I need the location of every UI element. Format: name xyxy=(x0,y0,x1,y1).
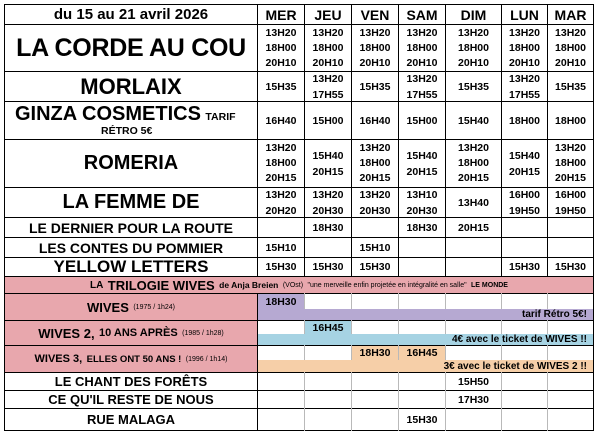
showtime-cell xyxy=(305,218,351,237)
showtime-cell xyxy=(446,238,501,257)
showtime-cell xyxy=(399,218,445,237)
showtime-cell xyxy=(446,258,501,276)
showtime: 13H20 xyxy=(509,72,540,85)
showtime: 20H10 xyxy=(458,57,489,69)
showtime: 13H20 xyxy=(312,72,344,85)
showtime-cell xyxy=(258,188,304,217)
showtime-cell xyxy=(258,72,304,101)
showtime: 20H15 xyxy=(265,172,297,184)
showtime: 19H50 xyxy=(509,204,540,217)
showtime-cell xyxy=(352,218,398,237)
showtime-cell xyxy=(548,72,593,101)
showtime: 16H45 xyxy=(305,321,351,334)
showtime: 15H30 xyxy=(555,261,586,273)
press-quote: "une merveille enfin projetée en intégralité en salle" xyxy=(307,281,467,289)
showtime-cell xyxy=(399,188,445,217)
showtime: 18H00 xyxy=(265,157,297,169)
showtime-cell xyxy=(446,391,501,408)
showtime-cell xyxy=(305,25,351,71)
showtime-cell xyxy=(258,391,304,408)
showtime: 15H35 xyxy=(555,80,586,93)
showtime: 17H55 xyxy=(312,88,344,101)
showtime: 15H40 xyxy=(509,149,540,162)
showtime: 18H00 xyxy=(555,114,586,127)
film-title: LE CHANT DES FORÊTS xyxy=(54,374,208,389)
showtime-cell xyxy=(446,409,501,430)
showtime-cell xyxy=(352,391,398,408)
showtime: 15H35 xyxy=(265,80,297,93)
showtime-cell xyxy=(446,373,501,390)
showtime-cell xyxy=(446,218,501,237)
showtime: 13H20 xyxy=(406,27,438,39)
showtime-cell xyxy=(305,258,351,276)
showtime-cell xyxy=(258,102,304,139)
showtime: 13H20 xyxy=(555,142,586,154)
showtime: 18H30 xyxy=(352,346,398,360)
showtime: 13H20 xyxy=(359,142,391,154)
showtime: 18H30 xyxy=(406,221,438,234)
wives-note: 3€ avec le ticket de WIVES 2 !! xyxy=(258,360,593,372)
showtime-cell xyxy=(352,188,398,217)
showtime: 13H20 xyxy=(265,27,297,39)
showtime: 15H35 xyxy=(359,80,391,93)
showtime: 13H20 xyxy=(406,72,438,85)
showtime: 13H20 xyxy=(265,188,297,201)
showtime-cell xyxy=(258,25,304,71)
showtime-cell xyxy=(548,409,593,430)
showtime: 19H50 xyxy=(555,204,586,217)
film-title: MORLAIX xyxy=(80,73,182,99)
showtime-cell xyxy=(548,258,593,276)
showtime: 18H30 xyxy=(312,221,344,234)
showtime: 15H40 xyxy=(458,114,489,127)
showtime-cell xyxy=(352,258,398,276)
showtime-cell xyxy=(399,258,445,276)
showtime-cell xyxy=(502,72,547,101)
showtime: 15H30 xyxy=(265,261,297,273)
showtime: 20H10 xyxy=(312,57,344,69)
showtime: 15H50 xyxy=(458,375,489,388)
showtime: 18H00 xyxy=(458,157,489,169)
showtime-cell xyxy=(352,373,398,390)
showtime: 18H00 xyxy=(555,157,586,169)
showtime: 13H40 xyxy=(458,196,489,209)
showtime: 20H30 xyxy=(312,204,344,217)
showtime-cell xyxy=(305,72,351,101)
showtime-cell xyxy=(305,409,351,430)
showtime-cell xyxy=(399,373,445,390)
showtime-cell xyxy=(258,140,304,187)
showtime-cell xyxy=(502,188,547,217)
film-title: YELLOW LETTERS xyxy=(53,257,209,276)
showtime: 15H30 xyxy=(312,261,344,273)
film-title: LA CORDE AU COU xyxy=(16,33,246,62)
showtime-cell xyxy=(502,258,547,276)
showtime-cell xyxy=(305,238,351,257)
showtime: 15H00 xyxy=(406,114,438,127)
film-title: GINZA COSMETICS xyxy=(15,103,201,125)
showtime-cell xyxy=(352,140,398,187)
showtime: 20H30 xyxy=(406,204,438,217)
tarif-tag: TARIF xyxy=(205,111,236,123)
showtime-cell xyxy=(258,218,304,237)
showtime: 13H20 xyxy=(458,142,489,154)
showtime: 17H55 xyxy=(406,88,438,101)
showtime-cell xyxy=(446,25,501,71)
showtime: 20H10 xyxy=(359,57,391,69)
showtime: 20H15 xyxy=(509,165,540,178)
showtime-cell xyxy=(305,391,351,408)
showtime-cell xyxy=(305,188,351,217)
day-header-jeu: JEU xyxy=(314,6,342,23)
showtime: 16H00 xyxy=(509,188,540,201)
day-header-lun: LUN xyxy=(510,6,539,23)
period-label: du 15 au 21 avril 2026 xyxy=(53,6,209,23)
showtime: 20H15 xyxy=(458,221,489,234)
day-header-mar: MAR xyxy=(554,6,587,23)
showtime: 20H10 xyxy=(406,57,438,69)
showtime-cell xyxy=(548,140,593,187)
showtime: 13H20 xyxy=(509,27,540,39)
film-title: LA FEMME DE xyxy=(62,191,200,213)
showtime-cell xyxy=(446,188,501,217)
showtime-cell xyxy=(352,238,398,257)
showtime: 18H00 xyxy=(406,42,438,54)
wives-note: tarif Rétro 5€! xyxy=(258,309,593,320)
showtime-cell xyxy=(352,72,398,101)
showtime-cell xyxy=(502,218,547,237)
showtime: 13H20 xyxy=(458,27,489,39)
day-header-mer: MER xyxy=(265,6,297,23)
day-header-dim: DIM xyxy=(460,6,487,23)
showtime-cell xyxy=(399,140,445,187)
showtime-cell xyxy=(446,102,501,139)
showtime: 15H10 xyxy=(265,241,297,254)
showtime: 17H30 xyxy=(458,393,489,406)
showtime-cell xyxy=(352,25,398,71)
showtime-cell xyxy=(258,258,304,276)
showtime-cell xyxy=(258,409,304,430)
press-source: LE MONDE xyxy=(471,281,508,289)
showtime-cell xyxy=(258,373,304,390)
showtime: 20H10 xyxy=(509,57,540,69)
showtime-cell xyxy=(548,102,593,139)
showtime: 16H00 xyxy=(555,188,586,201)
showtime: 20H15 xyxy=(555,172,586,184)
showtime-cell xyxy=(305,373,351,390)
showtime: 20H30 xyxy=(359,204,391,217)
showtime: 16H40 xyxy=(359,114,391,127)
showtime-cell xyxy=(399,238,445,257)
showtime: 15H30 xyxy=(359,261,391,273)
film-title-ginza xyxy=(5,102,257,139)
film-title: CE QU'IL RESTE DE NOUS xyxy=(48,392,214,407)
showtime-cell xyxy=(399,72,445,101)
showtime-cell xyxy=(548,218,593,237)
film-title: WIVES 3, ELLES ONT 50 ANS ! (1996 / 1h14) xyxy=(34,353,228,365)
showtime-cell xyxy=(305,102,351,139)
showtime: 15H00 xyxy=(312,114,344,127)
showtime: 15H30 xyxy=(406,413,438,426)
showtime: 13H10 xyxy=(406,188,438,201)
showtime: 18H30 xyxy=(258,294,304,309)
showtime-cell xyxy=(399,102,445,139)
showtime: 20H10 xyxy=(265,57,297,69)
showtime: 20H15 xyxy=(458,172,489,184)
showtime: 15H10 xyxy=(359,241,391,254)
trilogy-title: TRILOGIE WIVES xyxy=(107,277,215,293)
showtime-cell xyxy=(399,391,445,408)
showtime: 18H00 xyxy=(458,42,489,54)
showtime: 13H20 xyxy=(359,188,391,201)
showtime: 13H20 xyxy=(265,142,297,154)
film-title: WIVES (1975 / 1h24) xyxy=(86,299,175,315)
showtime-cell xyxy=(399,409,445,430)
showtime-cell xyxy=(548,373,593,390)
showtime-cell xyxy=(502,140,547,187)
showtime: 15H40 xyxy=(312,149,344,162)
tarif-rate: RÉTRO 5€ xyxy=(101,125,153,137)
showtime-cell xyxy=(305,140,351,187)
showtime: 20H20 xyxy=(265,204,297,217)
showtime: 20H15 xyxy=(312,165,344,178)
film-title: LE DERNIER POUR LA ROUTE xyxy=(28,219,234,236)
showtime: 15H35 xyxy=(458,80,489,93)
showtime: 17H55 xyxy=(509,88,540,101)
showtime-cell xyxy=(502,409,547,430)
showtime: 16H45 xyxy=(399,346,445,360)
showtime-cell xyxy=(548,238,593,257)
showtime-cell xyxy=(502,25,547,71)
showtime: 20H15 xyxy=(359,172,391,184)
showtime: 15H30 xyxy=(509,261,540,273)
wives-note: 4€ avec le ticket de WIVES !! xyxy=(258,334,593,345)
film-title: LES CONTES DU POMMIER xyxy=(38,239,224,256)
film-title: WIVES 2, 10 ANS APRÈS (1985 / 1h28) xyxy=(38,325,224,341)
showtime: 13H20 xyxy=(555,27,586,39)
showtime: 15H40 xyxy=(406,149,438,162)
showtime-cell xyxy=(399,25,445,71)
showtime-cell xyxy=(352,409,398,430)
showtime: 18H00 xyxy=(359,157,391,169)
showtime-cell xyxy=(548,188,593,217)
showtime: 18H00 xyxy=(555,42,586,54)
showtime: 18H00 xyxy=(509,114,540,127)
day-header-ven: VEN xyxy=(360,6,390,23)
showtime-cell xyxy=(258,238,304,257)
showtime: 18H00 xyxy=(509,42,540,54)
showtime-cell xyxy=(548,25,593,71)
showtime-cell xyxy=(352,102,398,139)
showtime-cell xyxy=(502,373,547,390)
film-title: RUE MALAGA xyxy=(86,412,176,427)
showtime: 13H20 xyxy=(312,27,344,39)
day-header-sam: SAM xyxy=(406,6,438,23)
showtime-cell xyxy=(502,238,547,257)
showtime: 13H20 xyxy=(312,188,344,201)
showtime-cell xyxy=(446,140,501,187)
trilogy-banner: LA TRILOGIE WIVES de Anja Breien (VOst) "une merveille enfin projetée en intégralité en salle" LE MONDE xyxy=(5,277,593,293)
showtime: 16H40 xyxy=(265,114,297,127)
showtime: 20H15 xyxy=(406,165,438,178)
showtime-cell xyxy=(502,391,547,408)
showtime: 13H20 xyxy=(359,27,391,39)
showtime: 18H00 xyxy=(265,42,297,54)
film-title: ROMERIA xyxy=(83,152,179,174)
showtime: 18H00 xyxy=(312,42,344,54)
showtime-cell xyxy=(502,102,547,139)
showtime: 18H00 xyxy=(359,42,391,54)
showtime-cell xyxy=(548,391,593,408)
showtime: 20H10 xyxy=(555,57,586,69)
showtime-cell xyxy=(446,72,501,101)
